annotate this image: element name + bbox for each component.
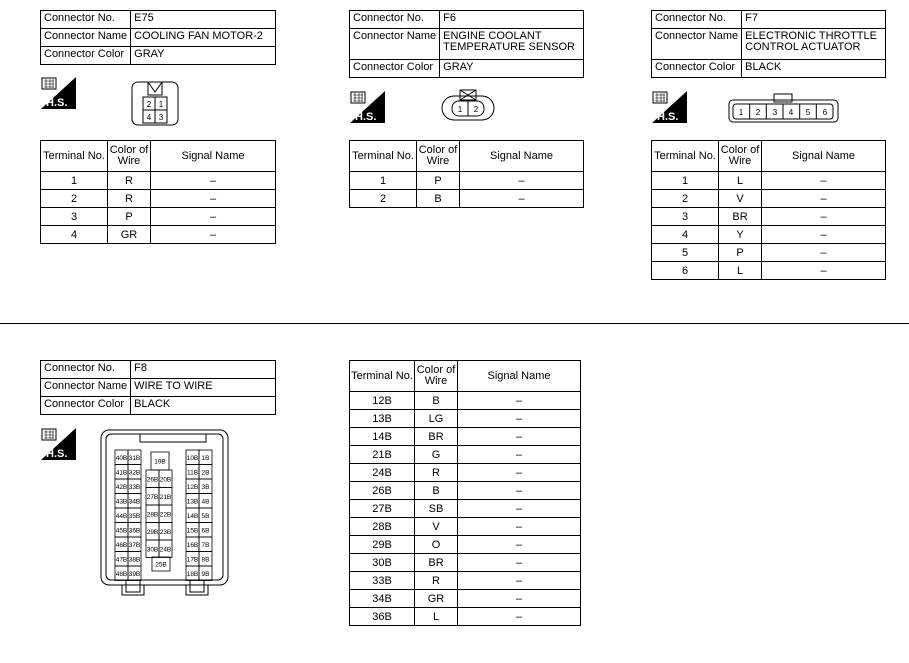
terminal-no-cell: 33B: [350, 572, 415, 590]
table-row: [350, 172, 584, 190]
label-connector-color: Connector Color: [41, 47, 131, 65]
terminal-no-cell: 27B: [350, 500, 415, 518]
pin-label: 2: [755, 108, 761, 117]
terminal-table-e75: [40, 140, 276, 244]
connector-info-f7: [651, 10, 886, 78]
hs-icon: [41, 428, 76, 460]
pin-label: 23B: [159, 528, 172, 536]
terminal-no-cell: 24B: [350, 464, 415, 482]
wire-color-cell: GR: [108, 226, 151, 244]
terminal-table-f8: [349, 360, 581, 626]
pin-label: 22B: [159, 511, 172, 519]
hs-label: H.S.: [46, 448, 68, 460]
pin-label: 13B: [186, 498, 199, 506]
table-row: [350, 392, 581, 410]
wire-color-cell: LG: [415, 410, 458, 428]
pin-label: 44B: [115, 512, 128, 520]
pin-label: 6: [822, 108, 828, 117]
signal-name-cell: –: [762, 172, 886, 190]
pin-label: 45B: [115, 527, 128, 535]
header-terminal-no: Terminal No.: [41, 141, 108, 172]
table-row: [350, 500, 581, 518]
table-row: [350, 410, 581, 428]
pin-label: 39B: [128, 570, 141, 578]
label-connector-color: Connector Color: [350, 60, 440, 78]
terminal-no-cell: 21B: [350, 446, 415, 464]
pin-label: 27B: [146, 493, 159, 501]
connector-name-value: ELECTRONIC THROTTLE CONTROL ACTUATOR: [742, 29, 886, 60]
signal-name-cell: –: [458, 554, 581, 572]
connector-no-value: E75: [131, 11, 276, 29]
signal-name-cell: –: [458, 392, 581, 410]
pin-label: 31B: [128, 454, 141, 462]
terminal-no-cell: 3: [41, 208, 108, 226]
header-signal-name: Signal Name: [762, 141, 886, 172]
terminal-no-cell: 1: [350, 172, 417, 190]
wire-color-cell: G: [415, 446, 458, 464]
wire-color-cell: R: [415, 464, 458, 482]
terminal-no-cell: 14B: [350, 428, 415, 446]
pin-label: 48B: [115, 570, 128, 578]
table-row: [350, 446, 581, 464]
signal-name-cell: –: [151, 190, 276, 208]
pin-label: 30B: [146, 546, 159, 554]
signal-name-cell: –: [460, 172, 584, 190]
terminal-table-f7: [651, 140, 886, 280]
pin-label: 11B: [186, 469, 199, 477]
signal-name-cell: –: [458, 518, 581, 536]
terminal-no-cell: 3: [652, 208, 719, 226]
wire-color-cell: SB: [415, 500, 458, 518]
pin-label: 2: [473, 105, 479, 114]
header-signal-name: Signal Name: [460, 141, 584, 172]
signal-name-cell: –: [458, 590, 581, 608]
label-connector-no: Connector No.: [350, 11, 440, 29]
pin-label: 1: [457, 105, 463, 114]
pin-label: 5B: [201, 512, 210, 520]
wire-color-cell: B: [417, 190, 460, 208]
pin-label: 8B: [201, 556, 210, 564]
terminal-no-cell: 1: [41, 172, 108, 190]
connector-no-value: F7: [742, 11, 886, 29]
connector-face-f6: [440, 88, 496, 122]
table-row: [652, 226, 886, 244]
terminal-no-cell: 30B: [350, 554, 415, 572]
label-connector-no: Connector No.: [41, 361, 131, 379]
connector-face-f8: [100, 428, 230, 603]
table-row: [41, 172, 276, 190]
wire-color-cell: L: [719, 172, 762, 190]
wire-color-cell: B: [415, 392, 458, 410]
table-row: [41, 208, 276, 226]
pin-label: 25B: [155, 561, 167, 569]
hs-label: H.S.: [657, 111, 679, 123]
header-color-of-wire: Color of Wire: [417, 141, 460, 172]
hs-label: H.S.: [46, 97, 68, 109]
pin-label: 24B: [159, 546, 172, 554]
wire-color-cell: L: [415, 608, 458, 626]
pin-label: 21B: [159, 493, 172, 501]
signal-name-cell: –: [458, 428, 581, 446]
pin-label: 41B: [115, 469, 128, 477]
connector-info-e75: [40, 10, 276, 65]
wire-color-cell: V: [415, 518, 458, 536]
table-row: [41, 190, 276, 208]
pin-label: 18B: [186, 570, 199, 578]
connector-color-value: BLACK: [742, 60, 886, 78]
table-row: [350, 518, 581, 536]
table-row: [350, 536, 581, 554]
header-terminal-no: Terminal No.: [350, 361, 415, 392]
label-connector-color: Connector Color: [652, 60, 742, 78]
pin-label: 4: [788, 108, 794, 117]
signal-name-cell: –: [460, 190, 584, 208]
table-row: [350, 554, 581, 572]
pin-label: 3: [158, 113, 164, 122]
wire-color-cell: O: [415, 536, 458, 554]
terminal-no-cell: 1: [652, 172, 719, 190]
wire-color-cell: P: [417, 172, 460, 190]
terminal-no-cell: 36B: [350, 608, 415, 626]
signal-name-cell: –: [762, 226, 886, 244]
label-connector-name: Connector Name: [350, 29, 440, 60]
pin-label: 40B: [115, 454, 128, 462]
signal-name-cell: –: [458, 482, 581, 500]
terminal-no-cell: 26B: [350, 482, 415, 500]
pin-label: 33B: [128, 483, 141, 491]
label-connector-name: Connector Name: [652, 29, 742, 60]
connector-face-e75: [131, 80, 181, 128]
wire-color-cell: P: [719, 244, 762, 262]
connector-color-value: BLACK: [131, 397, 276, 415]
signal-name-cell: –: [458, 608, 581, 626]
pin-label: 38B: [128, 556, 141, 564]
pin-label: 9B: [201, 570, 210, 578]
signal-name-cell: –: [458, 410, 581, 428]
terminal-no-cell: 2: [41, 190, 108, 208]
header-color-of-wire: Color of Wire: [415, 361, 458, 392]
wire-color-cell: BR: [415, 428, 458, 446]
table-row: [350, 190, 584, 208]
pin-label: 29B: [146, 528, 159, 536]
pin-label: 3: [772, 108, 778, 117]
pin-label: 20B: [159, 476, 172, 484]
signal-name-cell: –: [458, 446, 581, 464]
header-color-of-wire: Color of Wire: [719, 141, 762, 172]
wire-color-cell: GR: [415, 590, 458, 608]
pin-label: 12B: [186, 483, 199, 491]
wire-color-cell: L: [719, 262, 762, 280]
pin-label: 47B: [115, 556, 128, 564]
table-row: [41, 226, 276, 244]
table-row: [350, 428, 581, 446]
pin-label: 1: [738, 108, 744, 117]
signal-name-cell: –: [762, 190, 886, 208]
connector-face-f7: [728, 92, 840, 124]
table-row: [350, 608, 581, 626]
terminal-no-cell: 4: [41, 226, 108, 244]
connector-no-value: F8: [131, 361, 276, 379]
connector-info-f6: [349, 10, 584, 78]
wire-color-cell: B: [415, 482, 458, 500]
pin-label: 46B: [115, 541, 128, 549]
connector-color-value: GRAY: [440, 60, 584, 78]
connector-name-value: WIRE TO WIRE: [131, 379, 276, 397]
signal-name-cell: –: [151, 172, 276, 190]
pin-label: 2B: [201, 469, 210, 477]
wire-color-cell: R: [108, 172, 151, 190]
pin-label: 35B: [128, 512, 141, 520]
pin-label: 32B: [128, 469, 141, 477]
table-row: [350, 482, 581, 500]
pin-label: 19B: [154, 458, 166, 466]
signal-name-cell: –: [458, 572, 581, 590]
pin-label: 1B: [201, 454, 210, 462]
connector-color-value: GRAY: [131, 47, 276, 65]
label-connector-no: Connector No.: [41, 11, 131, 29]
signal-name-cell: –: [762, 208, 886, 226]
table-row: [652, 244, 886, 262]
pin-label: 16B: [186, 541, 199, 549]
terminal-no-cell: 4: [652, 226, 719, 244]
table-row: [350, 464, 581, 482]
wire-color-cell: R: [415, 572, 458, 590]
table-row: [652, 208, 886, 226]
terminal-no-cell: 5: [652, 244, 719, 262]
table-row: [350, 572, 581, 590]
signal-name-cell: –: [458, 464, 581, 482]
signal-name-cell: –: [762, 244, 886, 262]
table-row: [652, 172, 886, 190]
wire-color-cell: R: [108, 190, 151, 208]
connector-no-value: F6: [440, 11, 584, 29]
label-connector-name: Connector Name: [41, 379, 131, 397]
pin-label: 4B: [201, 498, 210, 506]
pin-label: 15B: [186, 527, 199, 535]
label-connector-color: Connector Color: [41, 397, 131, 415]
label-connector-name: Connector Name: [41, 29, 131, 47]
pin-label: 5: [805, 108, 811, 117]
wire-color-cell: V: [719, 190, 762, 208]
signal-name-cell: –: [151, 208, 276, 226]
wire-color-cell: P: [108, 208, 151, 226]
pin-label: 4: [146, 113, 152, 122]
table-row: [652, 190, 886, 208]
signal-name-cell: –: [458, 536, 581, 554]
signal-name-cell: –: [151, 226, 276, 244]
hs-icon: [652, 91, 687, 123]
pin-label: 6B: [201, 527, 210, 535]
terminal-table-f6: [349, 140, 584, 208]
header-terminal-no: Terminal No.: [652, 141, 719, 172]
terminal-no-cell: 2: [652, 190, 719, 208]
terminal-no-cell: 28B: [350, 518, 415, 536]
header-terminal-no: Terminal No.: [350, 141, 417, 172]
signal-name-cell: –: [458, 500, 581, 518]
pin-label: 10B: [186, 454, 199, 462]
connector-name-value: COOLING FAN MOTOR-2: [131, 29, 276, 47]
pin-label: 17B: [186, 556, 199, 564]
terminal-no-cell: 6: [652, 262, 719, 280]
pin-label: 43B: [115, 498, 128, 506]
hs-label: H.S.: [355, 111, 377, 123]
section-divider: [0, 323, 909, 324]
pin-label: 1: [158, 100, 164, 109]
hs-icon: [350, 91, 385, 123]
pin-label: 7B: [201, 541, 210, 549]
pin-label: 36B: [128, 527, 141, 535]
signal-name-cell: –: [762, 262, 886, 280]
header-color-of-wire: Color of Wire: [108, 141, 151, 172]
label-connector-no: Connector No.: [652, 11, 742, 29]
wire-color-cell: BR: [415, 554, 458, 572]
table-row: [652, 262, 886, 280]
pin-label: 2: [146, 100, 152, 109]
pin-label: 37B: [128, 541, 141, 549]
pin-label: 26B: [146, 476, 159, 484]
hs-icon: [41, 77, 76, 109]
wire-color-cell: Y: [719, 226, 762, 244]
header-signal-name: Signal Name: [458, 361, 581, 392]
connector-info-f8: [40, 360, 276, 415]
header-signal-name: Signal Name: [151, 141, 276, 172]
pin-label: 3B: [201, 483, 210, 491]
pin-label: 14B: [186, 512, 199, 520]
terminal-no-cell: 12B: [350, 392, 415, 410]
wire-color-cell: BR: [719, 208, 762, 226]
connector-name-value: ENGINE COOLANT TEMPERATURE SENSOR: [440, 29, 584, 60]
pin-label: 42B: [115, 483, 128, 491]
terminal-no-cell: 13B: [350, 410, 415, 428]
terminal-no-cell: 34B: [350, 590, 415, 608]
terminal-no-cell: 2: [350, 190, 417, 208]
pin-label: 28B: [146, 511, 159, 519]
table-row: [350, 590, 581, 608]
pin-label: 34B: [128, 498, 141, 506]
terminal-no-cell: 29B: [350, 536, 415, 554]
